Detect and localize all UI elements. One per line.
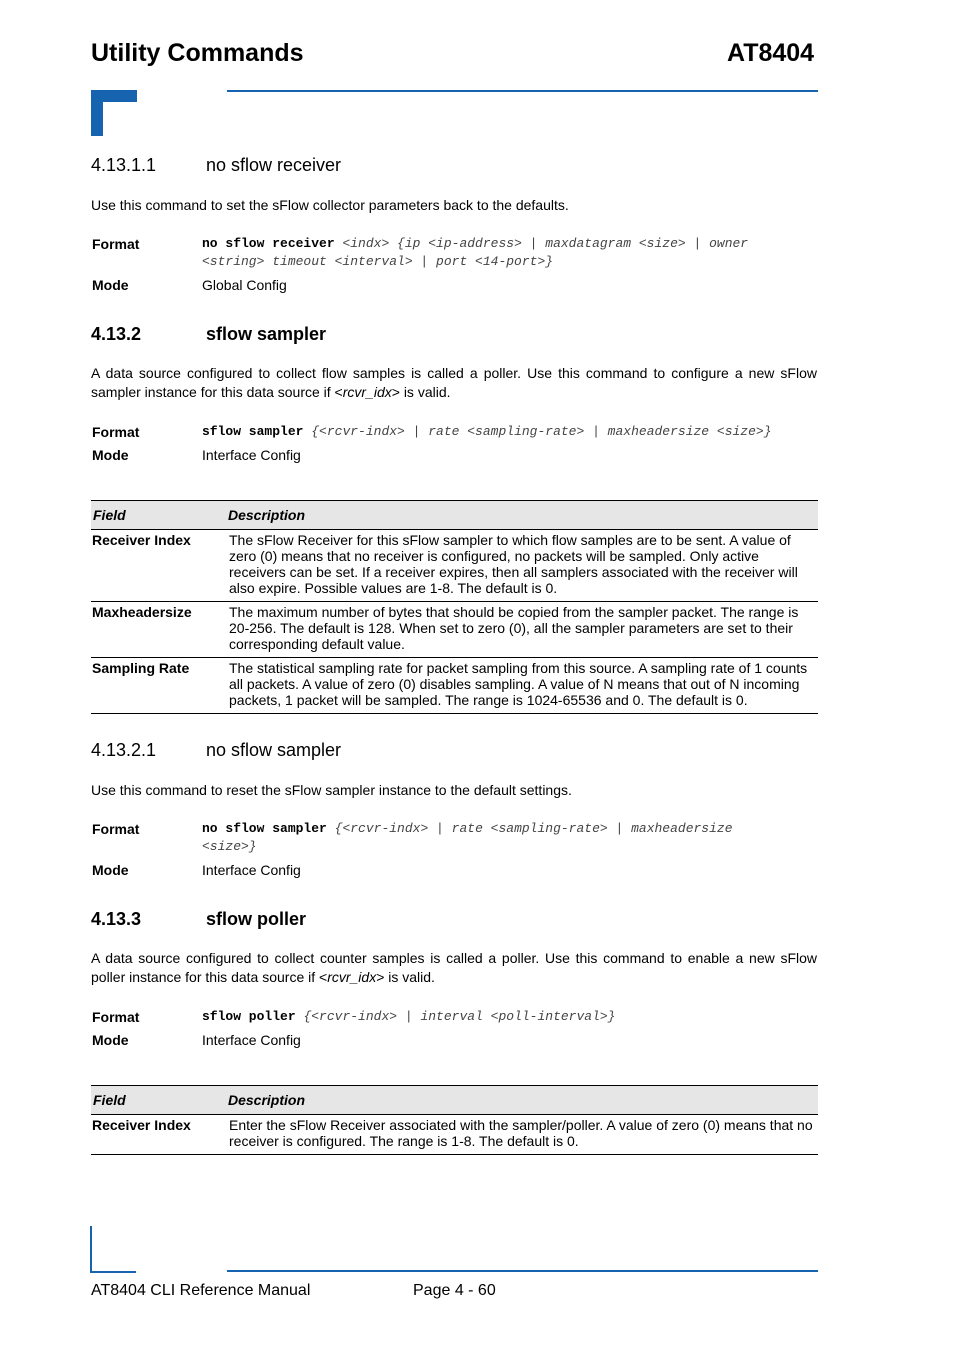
command-syntax [202, 1008, 818, 1026]
field-description: The sFlow Receiver for this sFlow sampler to which flow samples are to be sent. A value of zero (0) means that no receiver is configured, no packets will be sampled. Only active receivers can be set. If a receiver expires, then all samplers associated with the receiver will also expire. Possible values are 1-8. The default is 0. [228, 530, 818, 602]
section-number: 4.13.1.1 [91, 155, 157, 175]
table-row [91, 658, 818, 714]
section-title: no sflow sampler [206, 740, 342, 760]
table-header-row [91, 1086, 818, 1115]
field-description: Enter the sFlow Receiver associated with the sampler/poller. A value of zero (0) means that no receiver is configured. The range is 1-8. The default is 0. [228, 1115, 818, 1155]
section-number: 4.13.2.1 [91, 740, 157, 760]
header-rule [227, 90, 818, 92]
column-header-description: Description [228, 1086, 818, 1115]
intro-text-end: > is valid. [391, 384, 451, 400]
field-description: The maximum number of bytes that should be copied from the sampler packet. The range is 20-256. The default is 128. When set to zero (0), all the sampler parameters are set to their corresponding default value. [228, 602, 818, 658]
section-heading-no-sflow-receiver [91, 154, 691, 176]
mode-label: Mode [92, 447, 129, 463]
field-table-poller [91, 1085, 818, 1155]
header-product: AT8404 [727, 39, 815, 67]
table-header-row [91, 501, 818, 530]
section-intro: Use this command to reset the sFlow sampler instance to the default settings. [91, 782, 572, 798]
mode-value: Interface Config [202, 447, 301, 463]
field-table-sampler [91, 500, 818, 714]
section-intro [91, 949, 817, 987]
command-keyword: sflow sampler [202, 424, 304, 439]
command-keyword: no sflow sampler [202, 821, 327, 836]
section-title: sflow sampler [206, 324, 327, 344]
command-args: <indx> {ip <ip-address> | maxdatagram <size> | owner [342, 236, 749, 251]
field-name: Sampling Rate [91, 658, 228, 714]
field-name: Receiver Index [91, 530, 228, 602]
section-intro [91, 364, 817, 402]
command-syntax [202, 423, 818, 441]
command-syntax [202, 235, 818, 271]
mode-value: Global Config [202, 277, 287, 293]
command-args: {<rcvr-indx> | interval <poll-interval>} [303, 1009, 616, 1024]
mode-value: Interface Config [202, 862, 301, 878]
intro-text: A data source configured to collect counter samples is called a poller. Use this command to enable a new sFlow poller instance for this data source if < [91, 950, 817, 985]
section-title: no sflow receiver [206, 155, 342, 175]
corner-bracket-logo [91, 90, 137, 136]
mode-label: Mode [92, 277, 129, 293]
command-keyword: sflow poller [202, 1009, 296, 1024]
field-name: Maxheadersize [91, 602, 228, 658]
section-heading-sflow-poller [91, 908, 691, 930]
section-title: sflow poller [206, 909, 307, 929]
command-args-cont: <size>} [202, 839, 257, 854]
command-keyword: no sflow receiver [202, 236, 335, 251]
table-row [91, 602, 818, 658]
footer-bracket-logo [90, 1226, 138, 1274]
intro-variable: rcvr_idx [342, 384, 392, 400]
column-header-description: Description [228, 501, 818, 530]
mode-value: Interface Config [202, 1032, 301, 1048]
intro-text-end: > is valid. [376, 969, 435, 985]
footer-rule [227, 1270, 818, 1272]
command-syntax [202, 820, 818, 856]
format-label: Format [92, 1009, 140, 1025]
format-label: Format [92, 236, 140, 252]
field-description: The statistical sampling rate for packet sampling from this source. A sampling rate of 1 counts all packets. A value of zero (0) disables sampling. A value of N means that out of N incoming packets, 1 packet will be sampled. The range is 1024-65536 and 0. The default is 0. [228, 658, 818, 714]
section-number: 4.13.2 [91, 324, 142, 344]
intro-text: A data source configured to collect flow samples is called a poller. Use this command to configure a new sFlow sampler instance for this data source if < [91, 365, 817, 400]
section-heading-sflow-sampler [91, 323, 691, 345]
field-name: Receiver Index [91, 1115, 228, 1155]
column-header-field: Field [91, 501, 228, 530]
footer-manual-title: AT8404 CLI Reference Manual [91, 1282, 311, 1299]
command-args: {<rcvr-indx> | rate <sampling-rate> | maxheadersize <size>} [311, 424, 772, 439]
command-args-cont: <string> timeout <interval> | port <14-port>} [202, 254, 554, 269]
table-row [91, 530, 818, 602]
footer-page-number: Page 4 - 60 [413, 1282, 496, 1299]
mode-label: Mode [92, 862, 129, 878]
header-title: Utility Commands [91, 39, 304, 67]
format-label: Format [92, 821, 140, 837]
format-label: Format [92, 424, 140, 440]
section-intro: Use this command to set the sFlow collector parameters back to the defaults. [91, 197, 569, 213]
section-number: 4.13.3 [91, 909, 142, 929]
column-header-field: Field [91, 1086, 228, 1115]
mode-label: Mode [92, 1032, 129, 1048]
command-args: {<rcvr-indx> | rate <sampling-rate> | maxheadersize [334, 821, 733, 836]
table-row [91, 1115, 818, 1155]
section-heading-no-sflow-sampler [91, 739, 691, 761]
intro-variable: rcvr_idx [327, 969, 377, 985]
